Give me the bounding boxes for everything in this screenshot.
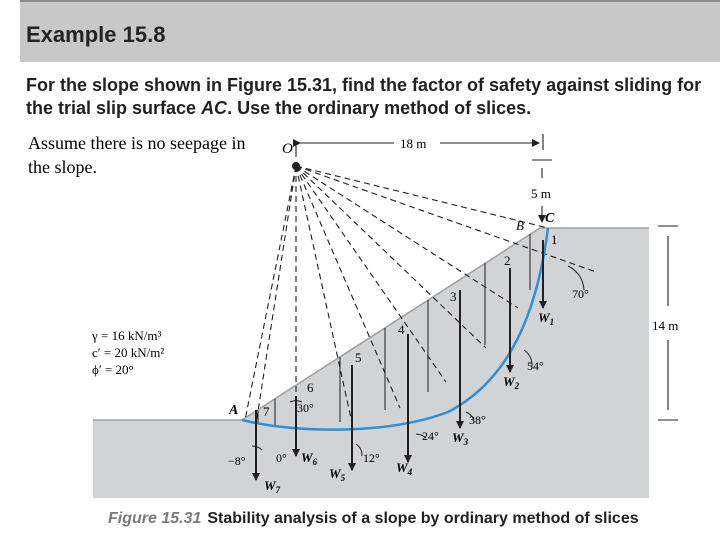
problem-part2: . Use the ordinary method of slices. xyxy=(227,98,532,118)
center-point xyxy=(292,162,300,170)
angle-label: 54° xyxy=(527,359,544,373)
slice-number: 1 xyxy=(551,232,558,247)
weight-label: $W_5$ xyxy=(329,466,346,483)
example-title: Example 15.8 xyxy=(26,22,166,47)
dimension-height-label: 14 m xyxy=(652,318,679,333)
weight-label: $W_7$ xyxy=(264,478,281,495)
slice-number: 3 xyxy=(450,289,457,304)
soil-unit-weight: γ = 16 kN/m³ xyxy=(92,328,162,343)
point-a-label: A xyxy=(229,403,239,418)
weight-label: $W_2$ xyxy=(503,374,520,391)
angle-label: 70° xyxy=(572,287,589,301)
slice-number: 6 xyxy=(307,380,314,395)
seepage-note: Assume there is no seepage in the slope. xyxy=(28,133,246,177)
weight-label: $W_1$ xyxy=(538,310,555,327)
angle-label: 38° xyxy=(469,413,486,427)
slice-number: 5 xyxy=(355,350,362,365)
point-c-label: C xyxy=(545,211,555,226)
angle-label: 24° xyxy=(422,429,439,443)
slice-number: 7 xyxy=(263,404,270,419)
problem-surface: AC xyxy=(201,98,228,118)
figure-caption-text: Stability analysis of a slope by ordinary method of slices xyxy=(207,510,639,527)
angle-label: 0° xyxy=(276,451,287,465)
dimension-horizontal-label: 18 m xyxy=(400,136,427,151)
problem-part1: For the slope shown in Figure 15.31, find the factor of safety against sliding for the trial slip surface xyxy=(26,75,702,118)
slice-number: 4 xyxy=(398,322,405,337)
soil-cohesion: c′ = 20 kN/m² xyxy=(92,345,165,360)
angle-label: −8° xyxy=(228,454,246,468)
weight-label: $W_3$ xyxy=(452,430,469,447)
soil-friction-angle: ϕ′ = 20° xyxy=(92,362,134,377)
figure-caption xyxy=(108,510,639,528)
angle-label: 30° xyxy=(297,401,314,415)
point-b-label: B xyxy=(516,218,524,233)
figure-caption-number: Figure 15.31 xyxy=(108,510,202,527)
angle-label: 12° xyxy=(363,451,380,465)
center-label: O xyxy=(282,141,293,157)
weight-label: $W_4$ xyxy=(396,460,413,477)
weight-label: $W_6$ xyxy=(301,450,318,467)
slice-number: 2 xyxy=(504,253,511,268)
dimension-top-label: 5 m xyxy=(531,186,551,201)
